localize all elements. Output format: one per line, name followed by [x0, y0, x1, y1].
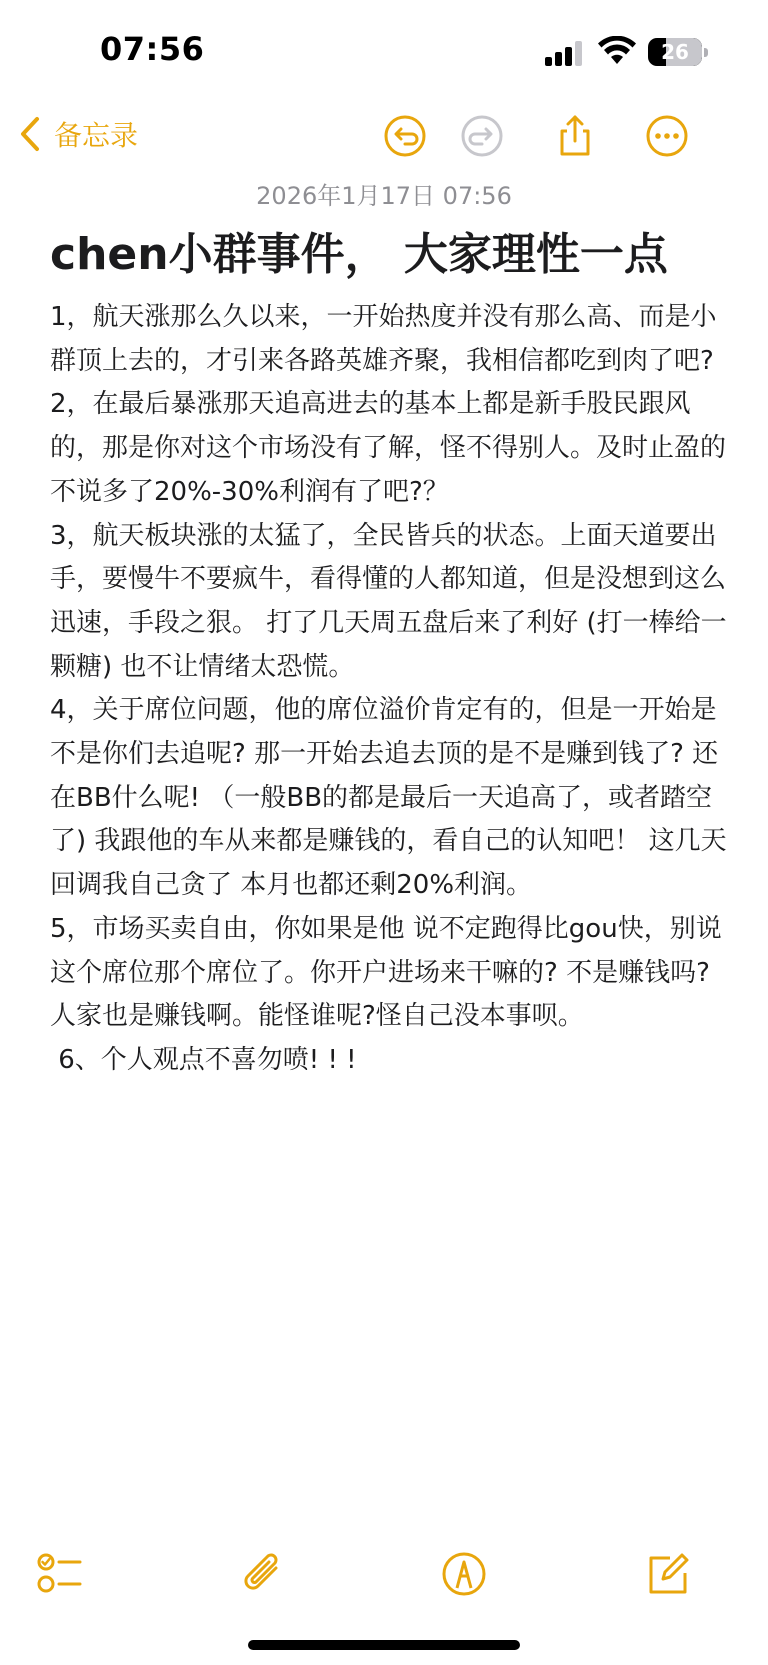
compose-icon[interactable]: [642, 1548, 694, 1600]
battery-icon: [648, 38, 702, 66]
checklist-icon[interactable]: [34, 1548, 86, 1600]
note-paragraph: 1，航天涨那么久以来，一开始热度并没有那么高、而是小群顶上去的，才引来各路英雄齐聚，我相信都吃到肉了吧?: [50, 302, 717, 376]
note-title[interactable]: chen小群事件， 大家理性一点: [50, 229, 668, 280]
redo-icon[interactable]: [460, 114, 504, 158]
note-date: 2026年1月17日 07:56: [256, 182, 512, 210]
attachment-icon[interactable]: [238, 1548, 290, 1600]
bottom-toolbar: [0, 1548, 768, 1608]
status-time: 07:56: [100, 30, 205, 68]
back-label: 备忘录: [54, 119, 139, 152]
nav-bar: [0, 108, 768, 168]
signal-icon: [545, 40, 587, 66]
markup-icon[interactable]: [438, 1548, 490, 1600]
undo-icon[interactable]: [383, 114, 427, 158]
battery-level: 26: [661, 40, 689, 64]
home-indicator[interactable]: [248, 1640, 520, 1650]
battery-nub: [704, 48, 708, 57]
back-button[interactable]: [20, 114, 138, 154]
note-paragraph: 3，航天板块涨的太猛了，全民皆兵的状态。上面天道要出手，要慢牛不要疯牛，看得懂的人都知道，但是没想到这么迅速，手段之狠。 打了几天周五盘后来了利好 (打一棒给一颗糖) 也不让情绪太恐慌。: [50, 520, 727, 682]
note-paragraph: 5，市场买卖自由，你如果是他 说不定跑得比gou快，别说这个席位那个席位了。你开户进场来干嘛的? 不是赚钱吗? 人家也是赚钱啊。能怪谁呢?怪自己没本事呗。: [50, 913, 722, 1032]
wifi-icon: [598, 36, 636, 66]
chevron-left-icon: [20, 116, 40, 152]
note-paragraph: 4，关于席位问题，他的席位溢价肯定有的，但是一开始是不是你们去追呢? 那一开始去追去顶的是不是赚到钱了? 还在BB什么呢! （一般BB的都是最后一天追高了，或者踏空了) 我跟他的车从来都是赚钱的，看自己的认知吧！ 这几天回调我自己贪了 本月也都还剩20%利润。: [50, 695, 727, 901]
note-paragraph: 2，在最后暴涨那天追高进去的基本上都是新手股民跟风的，那是你对这个市场没有了解，怪不得别人。及时止盈的不说多了20%-30%利润有了吧?？: [50, 389, 727, 507]
note-body[interactable]: [50, 296, 730, 1083]
status-bar: [0, 0, 768, 100]
note-paragraph: 6、个人观点不喜勿喷! ! !: [50, 1044, 357, 1075]
share-icon[interactable]: [553, 114, 597, 158]
more-icon[interactable]: [645, 114, 689, 158]
